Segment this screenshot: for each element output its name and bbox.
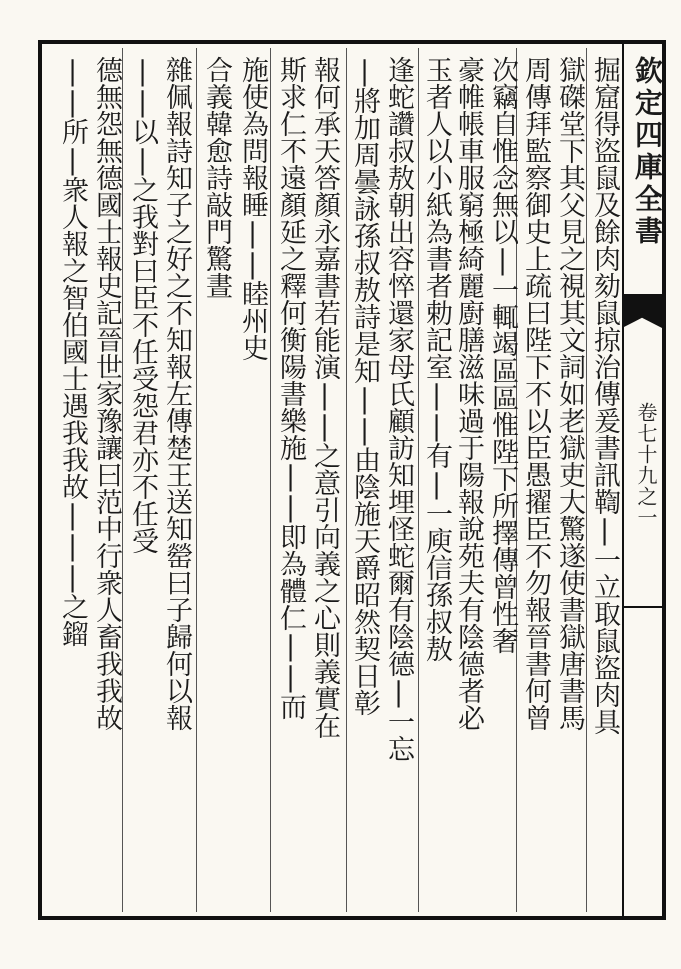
- text-column: 合義韓愈詩敲門驚晝: [201, 56, 232, 299]
- column-rule: [346, 48, 347, 912]
- column-rule: [196, 48, 197, 912]
- text-column: ||以|之我對曰臣不任受怨君亦不任受: [127, 56, 158, 554]
- text-column: 逢蛇讚叔敖朝出容悴還家母氏顧訪知埋怪蛇爾有陰德|一忘: [383, 56, 414, 762]
- text-column: 雜佩報詩知子之好之不知報左傳楚王送知罃曰子歸何以報: [161, 56, 192, 731]
- column-rule: [586, 48, 587, 912]
- text-column: 豪帷帳車服窮極綺麗廚膳滋味過于陽報說苑夫有陰德者必: [453, 56, 484, 731]
- volume-label: 卷七十九之一: [634, 402, 658, 528]
- column-rule: [122, 48, 123, 912]
- text-column: 施使為問報睡||睦州史: [237, 56, 268, 361]
- text-column: 獄磔堂下其父見之視其文詞如老獄吏大驚遂使書獄唐書馬: [554, 56, 585, 731]
- text-column: 斯求仁不遠顏延之釋何衡陽書樂施||即為體仁||而: [275, 56, 306, 720]
- text-column: 掘窟得盜鼠及餘肉劾鼠掠治傳爰書訊鞫|一立取鼠盜肉具: [589, 56, 620, 735]
- text-column: 次竊自惟念無以|一輒竭區區惟陛下所擇傳曾性奢: [487, 56, 518, 654]
- text-column: 玉者人以小紙為書者勅記室||有|一庾信孫叔敖: [421, 56, 452, 662]
- margin-divider: [622, 606, 662, 608]
- text-column: 德無怨無德國士報史記晉世家豫讓曰范中行衆人畜我我故: [91, 56, 122, 731]
- text-column: |將加周曇詠孫叔敖詩是知||由陰施天爵昭然契日彰: [349, 56, 380, 716]
- series-title: 欽定四庫全書: [631, 56, 664, 248]
- text-column: ||所|衆人報之智伯國士遇我我故|||之鎦: [57, 56, 88, 647]
- text-column: 周傳拜監察御史上疏曰陛下不以臣愚擢臣不勿報晉書何曾: [520, 56, 551, 731]
- column-rule: [270, 48, 271, 912]
- text-column: 報何承天答顏永嘉書若能演||之意引向義之心則義實在: [309, 56, 340, 739]
- column-rule: [418, 48, 419, 912]
